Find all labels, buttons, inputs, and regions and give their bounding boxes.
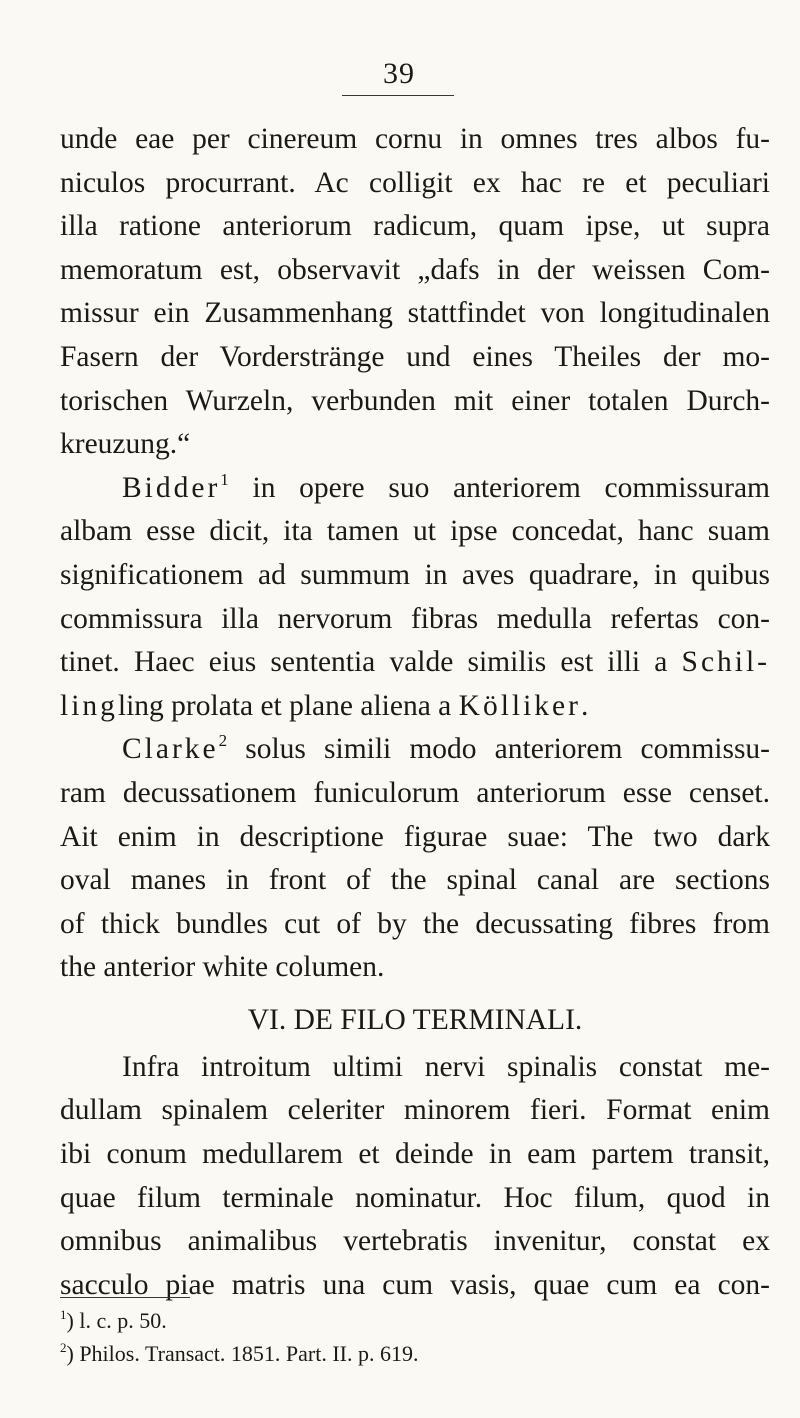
text-line: Ait enim in descriptione figurae suae: The two dark bbox=[60, 820, 770, 853]
author-name-clarke: Clarke bbox=[122, 733, 219, 766]
text-line: unde eae per cinereum cornu in omnes tres albos fu- bbox=[60, 123, 770, 155]
footnote-item bbox=[60, 1304, 770, 1337]
text-line: ibi conum medullarem et deinde in eam partem transit, bbox=[60, 1138, 770, 1171]
text-line: illa ratione anteriorum radicum, quam ipse, ut supra bbox=[60, 210, 770, 243]
text-line: missur ein Zusammenhang stattfindet von longitudinalen bbox=[60, 297, 770, 330]
text-line: torischen Wurzeln, verbunden mit einer totalen Durch- bbox=[60, 384, 770, 417]
text-line bbox=[60, 641, 770, 685]
author-name-koelliker: Kölliker bbox=[458, 689, 581, 722]
text-line bbox=[60, 728, 770, 772]
text-fragment: tinet. Haec eius sententia valde similis est illi a bbox=[60, 646, 682, 679]
footnote-rule bbox=[60, 1297, 190, 1298]
author-name-schilling: Schil- bbox=[681, 646, 770, 679]
text-line: of thick bundles cut of by the decussating fibres from bbox=[60, 907, 770, 940]
text-line: commissura illa nervorum fibras medulla refertas con- bbox=[60, 602, 770, 635]
footnote-ref: 1 bbox=[220, 469, 229, 489]
text-line: kreuzung.“ bbox=[60, 428, 191, 461]
text-line bbox=[60, 685, 770, 729]
footnote-text: ) l. c. p. 50. bbox=[66, 1308, 167, 1333]
footnote-mark: 1 bbox=[60, 1307, 67, 1322]
text-line: ram decussationem funiculorum anteriorum esse censet. bbox=[60, 776, 770, 809]
text-fragment: solus simili modo anteriorem commissu- bbox=[227, 733, 770, 766]
footnote-text: ) Philos. Transact. 1851. Part. II. p. 619. bbox=[66, 1341, 419, 1366]
text-fragment: in opere suo anteriorem commissuram bbox=[228, 471, 770, 504]
author-name-bidder: Bidder bbox=[122, 471, 221, 504]
page-number-rule bbox=[342, 95, 454, 96]
text-line: omnibus animalibus vertebratis invenitur, constat ex bbox=[60, 1225, 770, 1258]
text-line: albam esse dicit, ita tamen ut ipse concedat, hanc suam bbox=[60, 515, 770, 548]
text-line: significationem ad summum in aves quadrare, in quibus bbox=[60, 558, 770, 591]
text-fragment: . bbox=[580, 689, 589, 722]
text-line: dullam spinalem celeriter minorem fieri. Format enim bbox=[60, 1094, 770, 1127]
page-number: 39 bbox=[383, 57, 415, 90]
section-heading: VI. DE FILO TERMINALI. bbox=[247, 1003, 583, 1036]
main-text bbox=[60, 118, 770, 1307]
text-line: oval manes in front of the spinal canal are sections bbox=[60, 864, 770, 897]
text-line: quae filum terminale nominatur. Hoc filum, quod in bbox=[60, 1181, 770, 1214]
text-line: memoratum est, observavit „dafs in der weissen Com- bbox=[60, 253, 770, 286]
footnote-mark: 2 bbox=[60, 1340, 67, 1355]
footnote-item bbox=[60, 1337, 770, 1370]
text-line bbox=[60, 467, 770, 511]
footnote-ref: 2 bbox=[218, 731, 228, 751]
footnotes bbox=[60, 1304, 770, 1370]
text-line: the anterior white columen. bbox=[60, 951, 385, 984]
text-line: Fasern der Vorderstränge und eines Theiles der mo- bbox=[60, 340, 770, 373]
text-line: sacculo piae matris una cum vasis, quae cum ea con- bbox=[60, 1268, 770, 1301]
text-line: niculos procurrant. Ac colligit ex hac re et peculiari bbox=[60, 166, 770, 199]
author-name-schilling-cont: ling bbox=[60, 689, 118, 722]
text-line: Infra introitum ultimi nervi spinalis constat me- bbox=[122, 1050, 770, 1083]
text-fragment: ling prolata et plane aliena a bbox=[117, 689, 459, 722]
